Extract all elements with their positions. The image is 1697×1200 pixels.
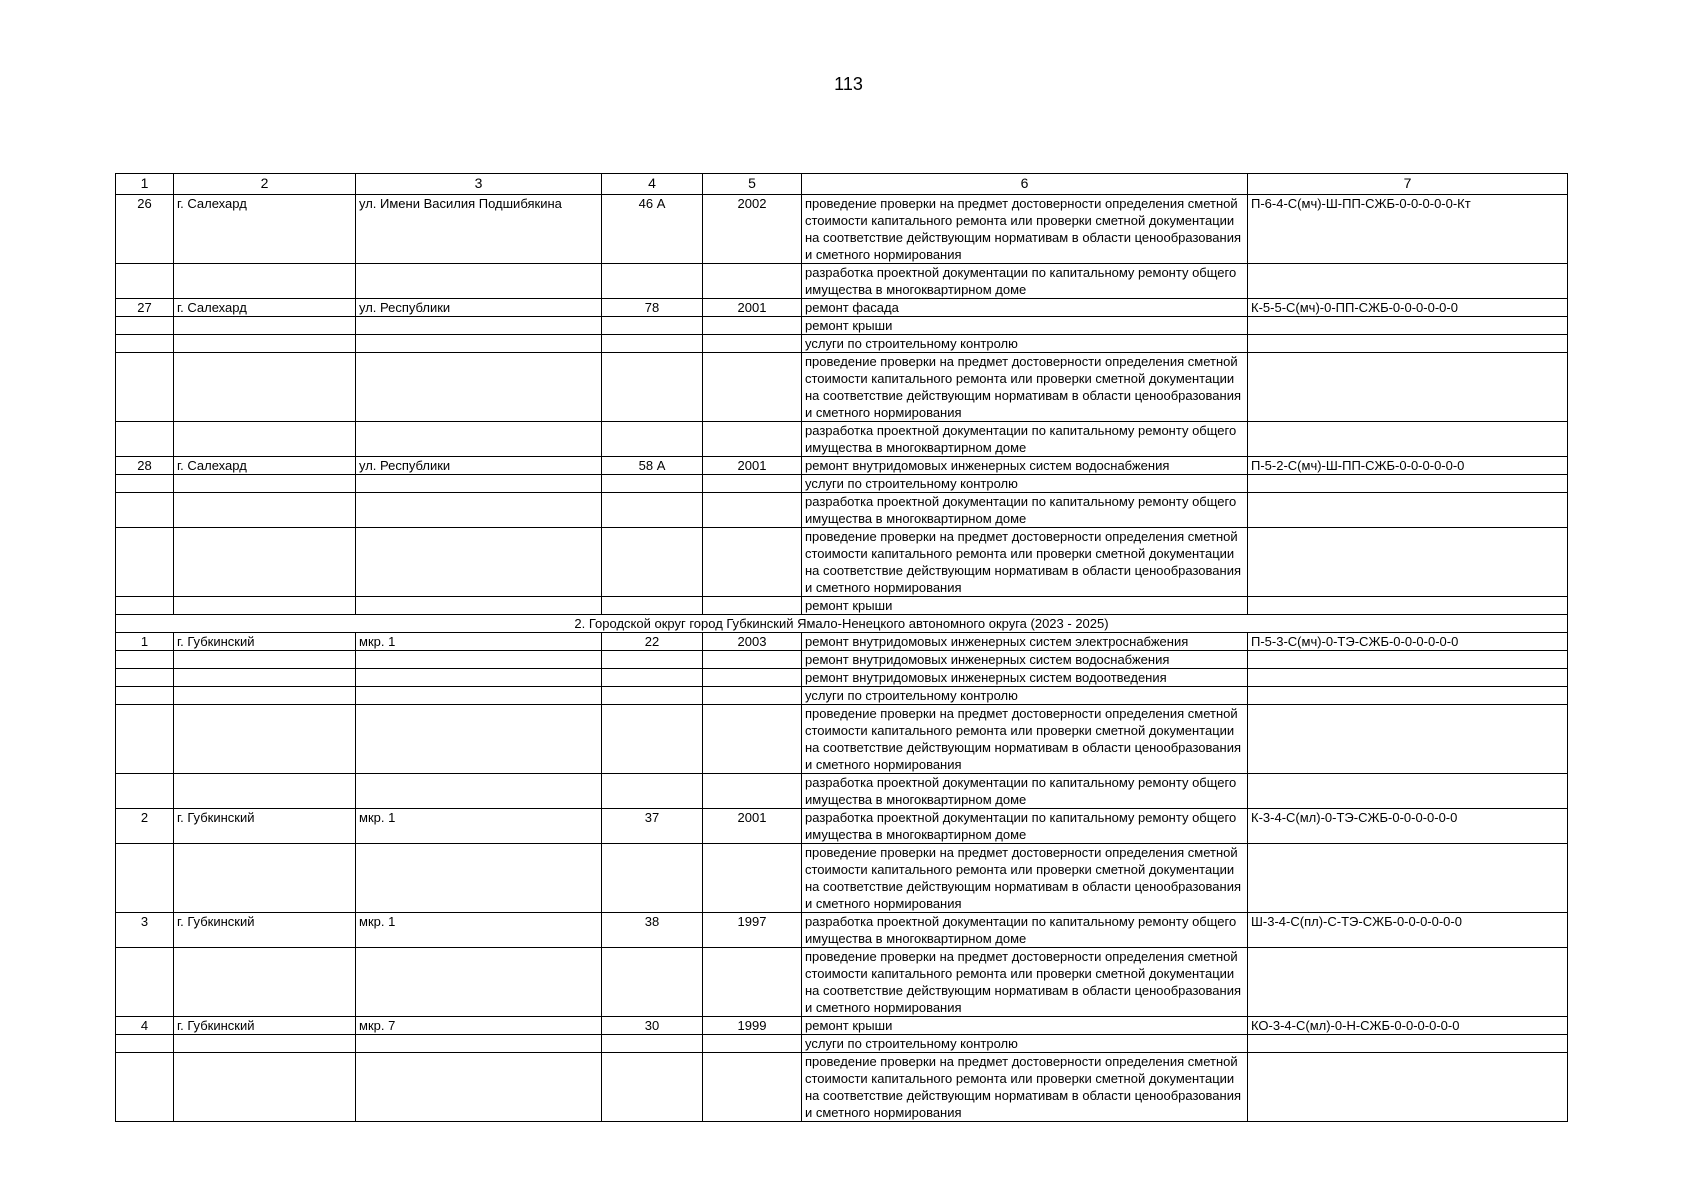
building-code-cell (1248, 948, 1568, 1017)
city-cell (174, 705, 356, 774)
work-type-cell: проведение проверки на предмет достоверности определения сметной стоимости капитального ремонта или проверки сметной документации на соответствие действующим нормативам в области ценообразования и сметного нормирования (802, 353, 1248, 422)
work-type-cell: проведение проверки на предмет достоверности определения сметной стоимости капитального ремонта или проверки сметной документации на соответствие действующим нормативам в области ценообразования и сметного нормирования (802, 705, 1248, 774)
street-cell (356, 353, 602, 422)
row-number-cell (116, 353, 174, 422)
building-code-cell: Ш-3-4-С(пл)-С-ТЭ-СЖБ-0-0-0-0-0-0 (1248, 913, 1568, 948)
section-title: 2. Городской округ город Губкинский Ямало-Ненецкого автономного округа (2023 - 2025) (116, 615, 1568, 633)
work-type-cell: проведение проверки на предмет достоверности определения сметной стоимости капитального ремонта или проверки сметной документации на соответствие действующим нормативам в области ценообразования и сметного нормирования (802, 195, 1248, 264)
house-number-cell (602, 705, 703, 774)
street-cell (356, 422, 602, 457)
work-type-cell: ремонт крыши (802, 597, 1248, 615)
street-cell (356, 948, 602, 1017)
header-cell-5: 5 (703, 174, 802, 195)
building-code-cell: П-5-3-С(мч)-0-ТЭ-СЖБ-0-0-0-0-0-0 (1248, 633, 1568, 651)
house-number-cell: 38 (602, 913, 703, 948)
year-cell (703, 844, 802, 913)
city-cell: г. Губкинский (174, 809, 356, 844)
work-type-cell: ремонт фасада (802, 299, 1248, 317)
city-cell: г. Губкинский (174, 913, 356, 948)
house-number-cell (602, 597, 703, 615)
building-code-cell (1248, 264, 1568, 299)
street-cell (356, 844, 602, 913)
house-number-cell (602, 669, 703, 687)
year-cell: 2001 (703, 809, 802, 844)
city-cell: г. Салехард (174, 299, 356, 317)
year-cell (703, 528, 802, 597)
house-number-cell (602, 353, 703, 422)
city-cell (174, 1053, 356, 1122)
street-cell (356, 475, 602, 493)
street-cell (356, 687, 602, 705)
year-cell (703, 475, 802, 493)
year-cell: 2002 (703, 195, 802, 264)
building-code-cell (1248, 774, 1568, 809)
building-code-cell: КО-3-4-С(мл)-0-Н-СЖБ-0-0-0-0-0-0 (1248, 1017, 1568, 1035)
work-type-cell: ремонт внутридомовых инженерных систем водоотведения (802, 669, 1248, 687)
house-number-cell (602, 651, 703, 669)
work-type-cell: проведение проверки на предмет достоверности определения сметной стоимости капитального ремонта или проверки сметной документации на соответствие действующим нормативам в области ценообразования и сметного нормирования (802, 844, 1248, 913)
house-number-cell (602, 1035, 703, 1053)
building-code-cell (1248, 493, 1568, 528)
city-cell: г. Салехард (174, 195, 356, 264)
year-cell (703, 948, 802, 1017)
repair-program-table (115, 173, 1568, 1122)
street-cell (356, 669, 602, 687)
building-code-cell (1248, 353, 1568, 422)
table-row (116, 475, 1568, 493)
table-row (116, 353, 1568, 422)
city-cell: г. Губкинский (174, 633, 356, 651)
house-number-cell (602, 335, 703, 353)
street-cell: ул. Республики (356, 299, 602, 317)
row-number-cell: 27 (116, 299, 174, 317)
row-number-cell (116, 687, 174, 705)
header-cell-7: 7 (1248, 174, 1568, 195)
house-number-cell (602, 687, 703, 705)
year-cell (703, 597, 802, 615)
building-code-cell (1248, 1035, 1568, 1053)
house-number-cell: 30 (602, 1017, 703, 1035)
table-row (116, 1035, 1568, 1053)
work-type-cell: услуги по строительному контролю (802, 687, 1248, 705)
building-code-cell (1248, 528, 1568, 597)
city-cell (174, 948, 356, 1017)
header-cell-2: 2 (174, 174, 356, 195)
row-number-cell (116, 774, 174, 809)
row-number-cell (116, 651, 174, 669)
street-cell (356, 1053, 602, 1122)
row-number-cell (116, 705, 174, 774)
table-row (116, 633, 1568, 651)
row-number-cell (116, 335, 174, 353)
city-cell (174, 475, 356, 493)
house-number-cell (602, 475, 703, 493)
house-number-cell (602, 1053, 703, 1122)
street-cell: мкр. 7 (356, 1017, 602, 1035)
work-type-cell: услуги по строительному контролю (802, 1035, 1248, 1053)
city-cell (174, 353, 356, 422)
row-number-cell: 1 (116, 633, 174, 651)
work-type-cell: разработка проектной документации по капитальному ремонту общего имущества в многоквартирном доме (802, 422, 1248, 457)
work-type-cell: проведение проверки на предмет достоверности определения сметной стоимости капитального ремонта или проверки сметной документации на соответствие действующим нормативам в области ценообразования и сметного нормирования (802, 948, 1248, 1017)
street-cell: мкр. 1 (356, 913, 602, 948)
house-number-cell (602, 422, 703, 457)
year-cell (703, 1053, 802, 1122)
street-cell: ул. Республики (356, 457, 602, 475)
work-type-cell: проведение проверки на предмет достоверности определения сметной стоимости капитального ремонта или проверки сметной документации на соответствие действующим нормативам в области ценообразования и сметного нормирования (802, 528, 1248, 597)
row-number-cell: 28 (116, 457, 174, 475)
building-code-cell: П-5-2-С(мч)-Ш-ПП-СЖБ-0-0-0-0-0-0 (1248, 457, 1568, 475)
street-cell (356, 705, 602, 774)
section-row (116, 615, 1568, 633)
city-cell (174, 317, 356, 335)
street-cell (356, 597, 602, 615)
house-number-cell (602, 264, 703, 299)
building-code-cell (1248, 335, 1568, 353)
table-row (116, 948, 1568, 1017)
table-row (116, 264, 1568, 299)
row-number-cell (116, 317, 174, 335)
building-code-cell (1248, 687, 1568, 705)
building-code-cell: П-6-4-С(мч)-Ш-ПП-СЖБ-0-0-0-0-0-Кт (1248, 195, 1568, 264)
table-row (116, 913, 1568, 948)
row-number-cell (116, 597, 174, 615)
house-number-cell: 58 А (602, 457, 703, 475)
table-row (116, 195, 1568, 264)
year-cell (703, 774, 802, 809)
row-number-cell (116, 264, 174, 299)
street-cell (356, 493, 602, 528)
table-row (116, 705, 1568, 774)
building-code-cell: К-5-5-С(мч)-0-ПП-СЖБ-0-0-0-0-0-0 (1248, 299, 1568, 317)
city-cell (174, 774, 356, 809)
street-cell (356, 651, 602, 669)
row-number-cell: 2 (116, 809, 174, 844)
house-number-cell: 46 А (602, 195, 703, 264)
row-number-cell (116, 669, 174, 687)
city-cell: г. Губкинский (174, 1017, 356, 1035)
work-type-cell: ремонт внутридомовых инженерных систем электроснабжения (802, 633, 1248, 651)
table-row (116, 597, 1568, 615)
street-cell (356, 317, 602, 335)
year-cell (703, 651, 802, 669)
building-code-cell (1248, 597, 1568, 615)
city-cell (174, 1035, 356, 1053)
street-cell: ул. Имени Василия Подшибякина (356, 195, 602, 264)
street-cell (356, 1035, 602, 1053)
building-code-cell (1248, 651, 1568, 669)
header-cell-1: 1 (116, 174, 174, 195)
house-number-cell: 37 (602, 809, 703, 844)
building-code-cell (1248, 705, 1568, 774)
table-row (116, 651, 1568, 669)
city-cell (174, 669, 356, 687)
work-type-cell: разработка проектной документации по капитальному ремонту общего имущества в многоквартирном доме (802, 913, 1248, 948)
table-row (116, 1017, 1568, 1035)
work-type-cell: разработка проектной документации по капитальному ремонту общего имущества в многоквартирном доме (802, 809, 1248, 844)
year-cell: 1999 (703, 1017, 802, 1035)
building-code-cell (1248, 475, 1568, 493)
year-cell: 2001 (703, 457, 802, 475)
street-cell (356, 528, 602, 597)
table-header (116, 174, 1568, 195)
page-number: 113 (834, 74, 863, 94)
work-type-cell: разработка проектной документации по капитальному ремонту общего имущества в многоквартирном доме (802, 264, 1248, 299)
city-cell (174, 844, 356, 913)
street-cell (356, 335, 602, 353)
table-row (116, 493, 1568, 528)
year-cell (703, 669, 802, 687)
house-number-cell (602, 528, 703, 597)
city-cell (174, 493, 356, 528)
year-cell (703, 335, 802, 353)
house-number-cell (602, 317, 703, 335)
work-type-cell: услуги по строительному контролю (802, 475, 1248, 493)
table-row (116, 844, 1568, 913)
city-cell (174, 687, 356, 705)
table-row (116, 422, 1568, 457)
work-type-cell: разработка проектной документации по капитальному ремонту общего имущества в многоквартирном доме (802, 774, 1248, 809)
year-cell (703, 353, 802, 422)
row-number-cell: 26 (116, 195, 174, 264)
building-code-cell (1248, 1053, 1568, 1122)
house-number-cell (602, 948, 703, 1017)
row-number-cell: 3 (116, 913, 174, 948)
house-number-cell: 78 (602, 299, 703, 317)
table-row (116, 774, 1568, 809)
work-type-cell: ремонт внутридомовых инженерных систем водоснабжения (802, 651, 1248, 669)
row-number-cell (116, 475, 174, 493)
work-type-cell: услуги по строительному контролю (802, 335, 1248, 353)
row-number-cell (116, 493, 174, 528)
table-row (116, 457, 1568, 475)
row-number-cell (116, 1053, 174, 1122)
work-type-cell: разработка проектной документации по капитальному ремонту общего имущества в многоквартирном доме (802, 493, 1248, 528)
building-code-cell (1248, 844, 1568, 913)
header-cell-4: 4 (602, 174, 703, 195)
street-cell: мкр. 1 (356, 633, 602, 651)
table-row (116, 1053, 1568, 1122)
year-cell (703, 264, 802, 299)
header-cell-6: 6 (802, 174, 1248, 195)
year-cell: 2001 (703, 299, 802, 317)
house-number-cell: 22 (602, 633, 703, 651)
street-cell (356, 774, 602, 809)
city-cell: г. Салехард (174, 457, 356, 475)
building-code-cell (1248, 317, 1568, 335)
street-cell (356, 264, 602, 299)
building-code-cell (1248, 669, 1568, 687)
house-number-cell (602, 493, 703, 528)
table-row (116, 809, 1568, 844)
building-code-cell: К-3-4-С(мл)-0-ТЭ-СЖБ-0-0-0-0-0-0 (1248, 809, 1568, 844)
house-number-cell (602, 844, 703, 913)
house-number-cell (602, 774, 703, 809)
row-number-cell (116, 844, 174, 913)
year-cell (703, 687, 802, 705)
work-type-cell: ремонт крыши (802, 317, 1248, 335)
table-row (116, 669, 1568, 687)
work-type-cell: ремонт крыши (802, 1017, 1248, 1035)
header-cell-3: 3 (356, 174, 602, 195)
row-number-cell (116, 528, 174, 597)
table-row (116, 687, 1568, 705)
year-cell (703, 317, 802, 335)
table-row (116, 317, 1568, 335)
year-cell (703, 705, 802, 774)
city-cell (174, 651, 356, 669)
table-row (116, 528, 1568, 597)
city-cell (174, 335, 356, 353)
street-cell: мкр. 1 (356, 809, 602, 844)
year-cell (703, 1035, 802, 1053)
row-number-cell (116, 948, 174, 1017)
year-cell (703, 493, 802, 528)
city-cell (174, 597, 356, 615)
table-row (116, 299, 1568, 317)
table-body (116, 195, 1568, 1122)
city-cell (174, 264, 356, 299)
header-row (116, 174, 1568, 195)
year-cell (703, 422, 802, 457)
table-row (116, 335, 1568, 353)
work-type-cell: проведение проверки на предмет достоверности определения сметной стоимости капитального ремонта или проверки сметной документации на соответствие действующим нормативам в области ценообразования и сметного нормирования (802, 1053, 1248, 1122)
row-number-cell: 4 (116, 1017, 174, 1035)
row-number-cell (116, 1035, 174, 1053)
city-cell (174, 528, 356, 597)
building-code-cell (1248, 422, 1568, 457)
work-type-cell: ремонт внутридомовых инженерных систем водоснабжения (802, 457, 1248, 475)
year-cell: 1997 (703, 913, 802, 948)
city-cell (174, 422, 356, 457)
year-cell: 2003 (703, 633, 802, 651)
row-number-cell (116, 422, 174, 457)
